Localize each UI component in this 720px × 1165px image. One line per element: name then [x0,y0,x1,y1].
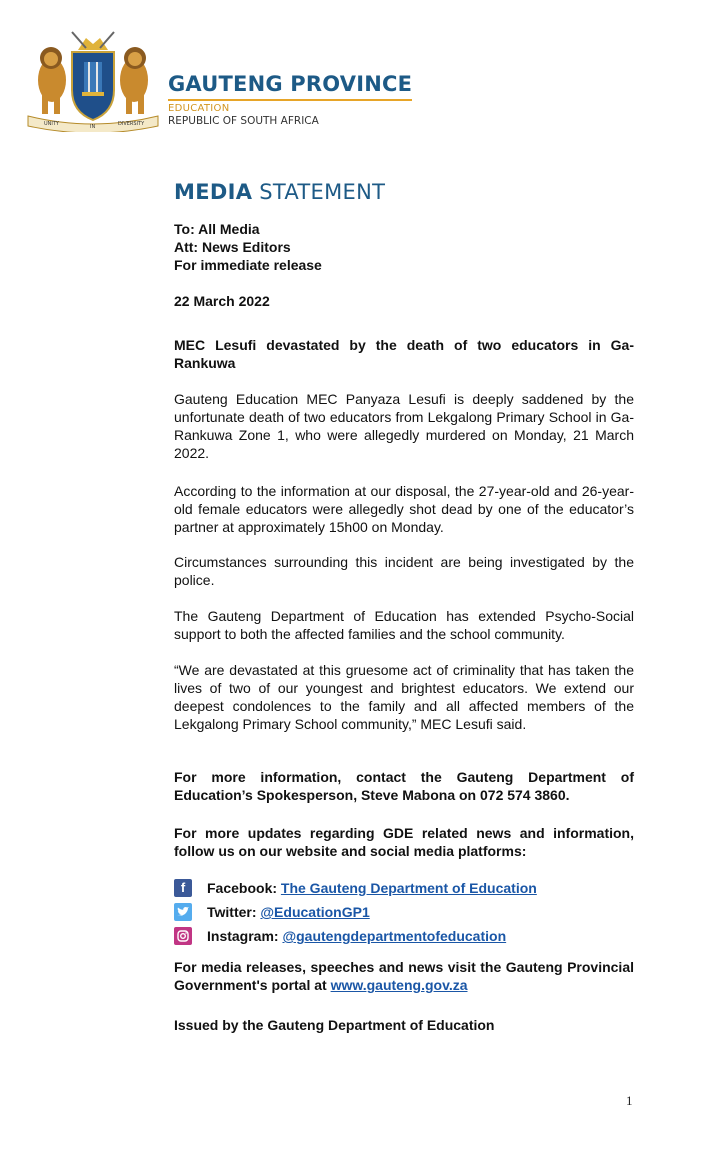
statement-heading-rest: STATEMENT [252,180,386,204]
releases-text: For media releases, speeches and news visit the Gauteng Provincial Government's portal at [174,959,634,993]
org-title: GAUTENG PROVINCE [168,72,412,101]
instagram-link[interactable]: @gautengdepartmentofeducation [282,928,507,944]
org-department: EDUCATION [168,103,230,114]
body-paragraph: The Gauteng Department of Education has extended Psycho-Social support to both the affected families and the school community. [174,608,634,642]
org-branding [168,72,412,127]
page-number: 1 [626,1093,633,1108]
body-paragraph: According to the information at our disposal, the 27-year-old and 26-year-old female educators were allegedly shot dead by one of the educator’s partner at approximately 15h00 on Monday. [174,483,634,535]
social-facebook-row [174,876,634,900]
org-country: REPUBLIC OF SOUTH AFRICA [168,115,319,127]
twitter-label: Twitter: [207,904,257,920]
contact-info: For more information, contact the Gauteng Department of Education’s Spokesperson, Steve Mabona on 072 574 3860. [174,769,634,803]
body-paragraph: Gauteng Education MEC Panyaza Lesufi is deeply saddened by the unfortunate death of two educators from Lekgalong Primary School in Ga-Rankuwa Zone 1, who were allegedly murdered on Monday, 21 March 2022. [174,391,634,461]
gauteng-coat-of-arms-logo [24,28,162,132]
crest-motto-right: DIVERSITY [118,121,145,127]
updates-info: For more updates regarding GDE related news and information, follow us on our website and social media platforms: [174,825,634,859]
facebook-label: Facebook: [207,880,278,896]
issued-by: Issued by the Gauteng Department of Education [174,1017,495,1033]
facebook-link[interactable]: The Gauteng Department of Education [280,880,537,896]
statement-date: 22 March 2022 [174,293,270,309]
twitter-link[interactable]: @EducationGP1 [260,904,370,920]
social-twitter-row [174,900,634,924]
gauteng-portal-link[interactable]: www.gauteng.gov.za [330,977,468,993]
twitter-icon [174,903,192,921]
social-instagram-row [174,924,634,948]
att-line: Att: News Editors [174,239,291,255]
media-releases-info [174,958,634,994]
social-media-list [174,876,634,948]
release-line: For immediate release [174,257,322,273]
statement-heading [174,180,385,204]
body-paragraph: Circumstances surrounding this incident are being investigated by the police. [174,554,634,588]
statement-heading-bold: MEDIA [174,180,253,204]
crest-motto-left: UNITY [44,121,59,127]
facebook-icon: f [174,879,192,897]
addressee-block [174,220,634,274]
statement-headline: MEC Lesufi devastated by the death of two educators in Ga-Rankuwa [174,337,634,371]
quote-paragraph: “We are devastated at this gruesome act of criminality that has taken the lives of two of our youngest and brightest educators. We extend our deepest condolences to the family and all affected members of the Lekgalong Primary School community,” MEC Lesufi said. [174,662,634,732]
instagram-label: Instagram: [207,928,279,944]
to-line: To: All Media [174,221,260,237]
instagram-icon [174,927,192,945]
crest-motto-mid: IN [90,124,96,130]
